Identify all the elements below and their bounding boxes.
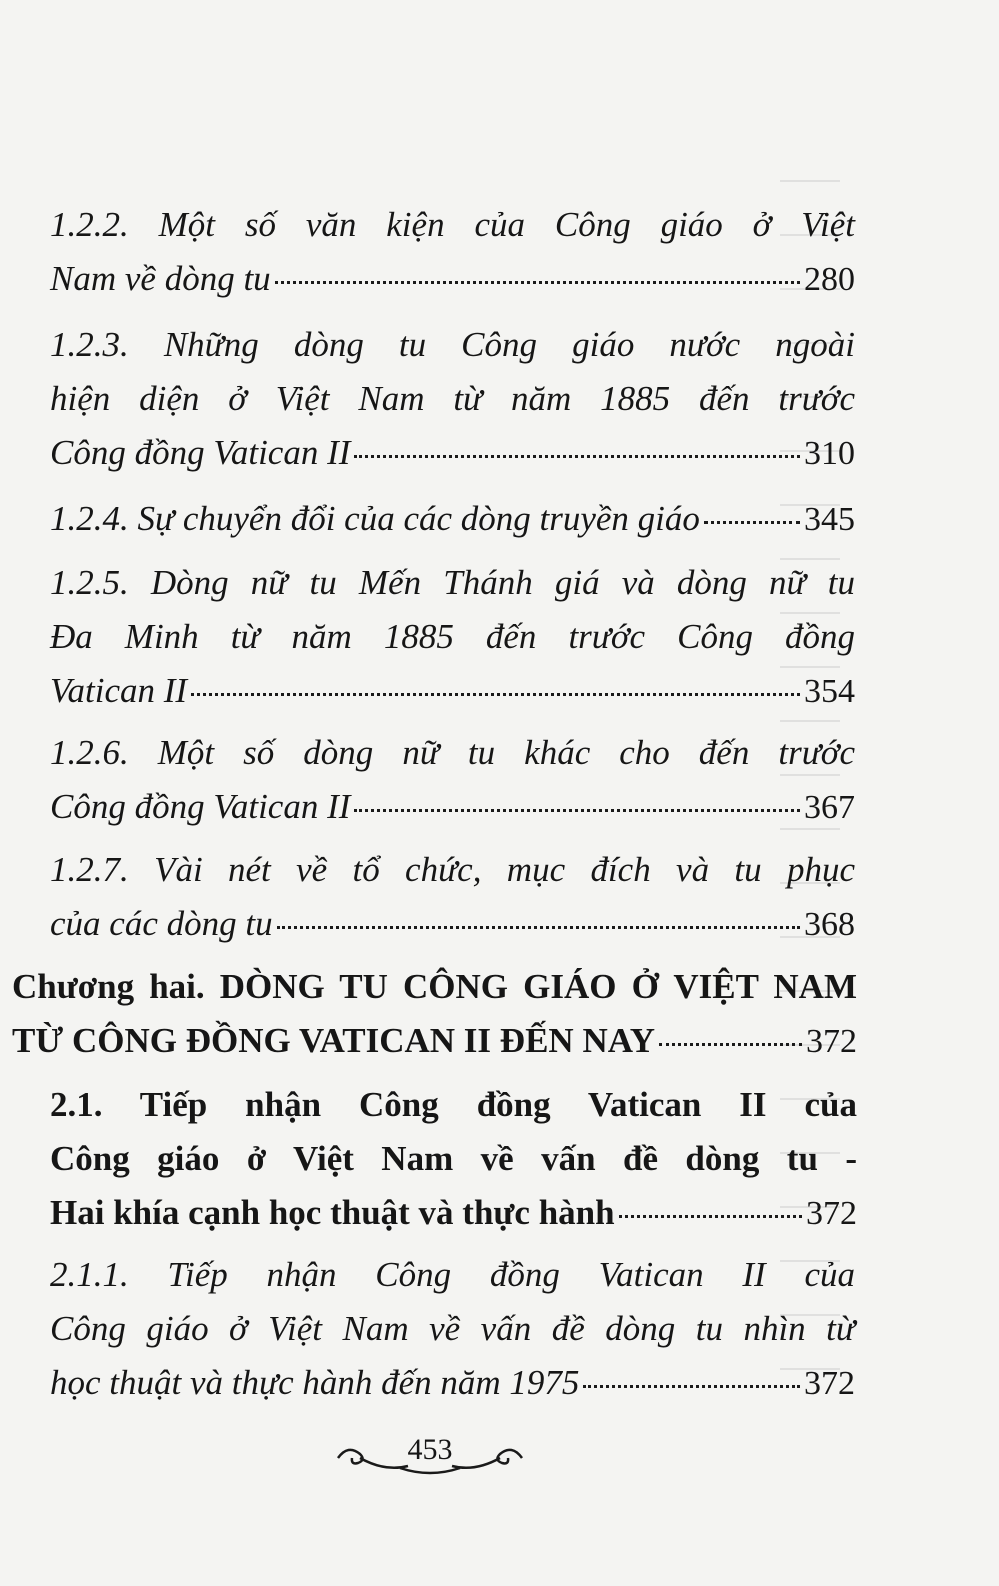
page-ref: 354 bbox=[804, 673, 855, 710]
page-ref: 372 bbox=[806, 1195, 857, 1232]
dot-leader bbox=[191, 693, 800, 696]
toc-line: 2.1.1. Tiếp nhận Công đồng Vatican II của bbox=[50, 1255, 855, 1294]
page-ref: 310 bbox=[804, 435, 855, 472]
page-ref: 345 bbox=[804, 501, 855, 538]
toc-line: Vatican II bbox=[50, 671, 188, 710]
dot-leader bbox=[275, 281, 800, 284]
toc-entry-1-2-5[interactable] bbox=[50, 556, 855, 718]
page-ref: 368 bbox=[804, 906, 855, 943]
toc-line: Đa Minh từ năm 1885 đến trước Công đồng bbox=[50, 617, 855, 656]
dot-leader bbox=[354, 455, 800, 458]
page-number: 453 bbox=[407, 1433, 453, 1466]
toc-line: 1.2.7. Vài nét về tổ chức, mục đích và tu phục bbox=[50, 850, 855, 889]
toc-line: Công đồng Vatican II bbox=[50, 433, 351, 472]
dot-leader bbox=[704, 521, 800, 524]
page-ref: 367 bbox=[804, 789, 855, 826]
toc-line: 1.2.3. Những dòng tu Công giáo nước ngoài bbox=[50, 325, 855, 364]
toc-entry-1-2-2[interactable] bbox=[50, 198, 855, 306]
toc-line: Nam về dòng tu bbox=[50, 259, 271, 298]
page-ref: 372 bbox=[804, 1365, 855, 1402]
section-title-line: 2.1. Tiếp nhận Công đồng Vatican II của bbox=[50, 1085, 857, 1124]
toc-line: 1.2.4. Sự chuyển đổi của các dòng truyền giáo bbox=[50, 499, 700, 538]
dot-leader bbox=[619, 1215, 802, 1218]
page-ref: 372 bbox=[806, 1023, 857, 1060]
toc-line: 1.2.2. Một số văn kiện của Công giáo ở Việt bbox=[50, 205, 855, 244]
toc-line: 1.2.5. Dòng nữ tu Mến Thánh giá và dòng nữ tu bbox=[50, 563, 855, 602]
chapter-title-line: Chương hai. DÒNG TU CÔNG GIÁO Ở VIỆT NAM bbox=[12, 967, 857, 1006]
page-ref: 280 bbox=[804, 261, 855, 298]
dot-leader bbox=[583, 1385, 800, 1388]
toc-entry-1-2-6[interactable] bbox=[50, 726, 855, 834]
dot-leader bbox=[659, 1043, 802, 1046]
toc-chapter-two[interactable] bbox=[12, 960, 857, 1068]
chapter-title-line: TỪ CÔNG ĐỒNG VATICAN II ĐẾN NAY bbox=[12, 1021, 656, 1060]
toc-line: học thuật và thực hành đến năm 1975 bbox=[50, 1363, 580, 1402]
page-footer bbox=[330, 1430, 530, 1480]
toc-entry-1-2-3[interactable] bbox=[50, 318, 855, 480]
toc-entry-2-1-1[interactable] bbox=[50, 1248, 855, 1410]
toc-section-2-1[interactable] bbox=[50, 1078, 857, 1240]
toc-line: hiện diện ở Việt Nam từ năm 1885 đến trước bbox=[50, 379, 855, 418]
dot-leader bbox=[277, 926, 800, 929]
section-title-line: Hai khía cạnh học thuật và thực hành bbox=[50, 1193, 615, 1232]
toc-line: Công giáo ở Việt Nam về vấn đề dòng tu nhìn từ bbox=[50, 1309, 855, 1348]
toc-line: 1.2.6. Một số dòng nữ tu khác cho đến trước bbox=[50, 733, 855, 772]
toc-entry-1-2-4[interactable] bbox=[50, 492, 855, 546]
dot-leader bbox=[354, 809, 800, 812]
section-title-line: Công giáo ở Việt Nam về vấn đề dòng tu - bbox=[50, 1139, 857, 1178]
toc-line: Công đồng Vatican II bbox=[50, 787, 351, 826]
toc-entry-1-2-7[interactable] bbox=[50, 843, 855, 951]
toc-line: của các dòng tu bbox=[50, 904, 273, 943]
